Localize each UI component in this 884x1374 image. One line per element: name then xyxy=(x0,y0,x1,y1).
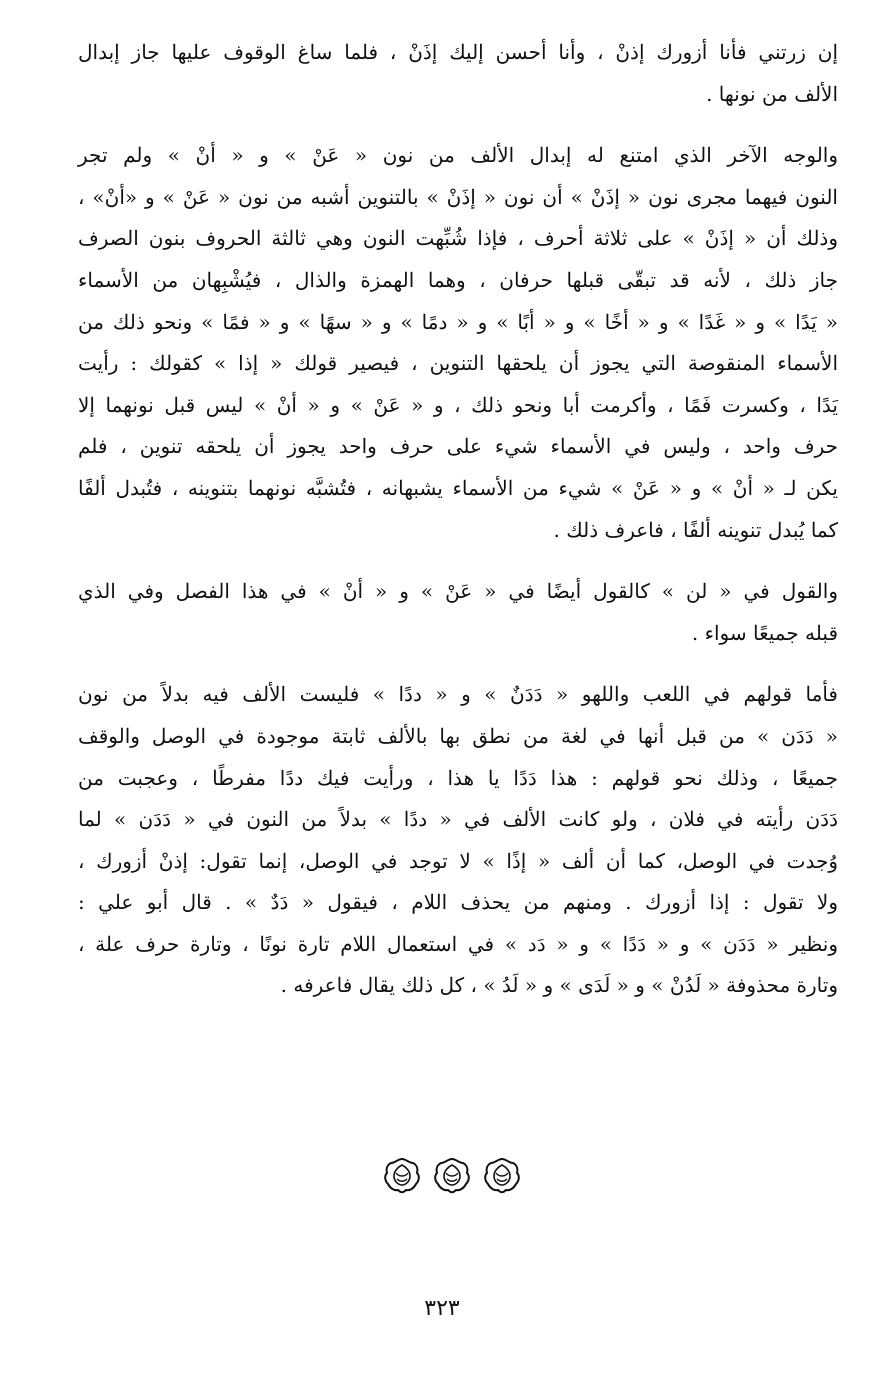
text-line: جميعًا ، وذلك نحو قولهم : هذا دَدًا يا هذا ، ورأيت فيك ددًا مفرطًا ، وعجبت من xyxy=(78,765,838,790)
page-body xyxy=(78,32,838,1007)
text-line: وُجدت في الوصل، كما أن ألف « إذًا » لا توجد في الوصل، إنما تقول: إذنْ أزورك ، xyxy=(78,848,838,873)
text-line: النون فيهما مجرى نون « إذَنْ » أن نون « إذَنْ » بالتنوين أشبه من نون « عَنْ » و «أنْ» ، xyxy=(78,184,838,209)
text-line: وذلك أن « إذَنْ » على ثلاثة أحرف ، فإذا شُبِّهت النون وهي ثالثة الحروف بنون الصرف xyxy=(78,226,838,251)
paragraph-1 xyxy=(78,32,838,115)
text-line: فأما قولهم في اللعب واللهو « دَدَنٌ » و « ددًا » فليست الألف فيه بدلاً من نون xyxy=(78,682,838,707)
text-line: الألف من نونها . xyxy=(706,81,838,106)
text-line: قبله جميعًا سواء . xyxy=(691,620,838,645)
text-line: وتارة محذوفة « لَدُنْ » و « لَدَى » و « لَدُ » ، كل ذلك يقال فاعرفه . xyxy=(280,973,838,998)
text-line: كما يُبدل تنوينه ألفًا ، فاعرف ذلك . xyxy=(553,517,838,542)
paragraph-2 xyxy=(78,135,838,551)
paragraph-4 xyxy=(78,674,838,1007)
text-line: دَدَن رأيته في فلان ، ولو كانت الألف في « ددًا » بدلاً من النون في « دَدَن » لما xyxy=(78,807,838,832)
text-line: ولا تقول : إذا أزورك . ومنهم من يحذف اللام ، فيقول « دَدٌ » . قال أبو علي : xyxy=(78,890,838,915)
text-line: « يَدًا » و « غَدًا » و « أخًا » و « أبًا » و « دمًا » و « سهًا » و « فمًا » ونحو ذلك من xyxy=(78,309,838,334)
text-line: يَدًا ، وكسرت فَمًا ، وأكرمت أبا ونحو ذلك ، و « عَنْ » و « أنْ » ليس قبل نونهما إلا xyxy=(78,392,838,417)
text-line: حرف واحد ، وليس في الأسماء شيء على حرف واحد يجوز أن يلحقه تنوين ، فلم xyxy=(78,434,838,459)
text-line: والوجه الآخر الذي امتنع له إبدال الألف من نون « عَنْ » و « أنْ » ولم تجر xyxy=(78,143,838,168)
page-number: ٣٢٣ xyxy=(424,1296,460,1321)
text-line: يكن لـ « أنْ » و « عَنْ » شيء من الأسماء يشبهانه ، فتُشبَّه نونهما بتنوينه ، فتُبدل ألفًا xyxy=(78,475,838,500)
floral-ornament-icon xyxy=(382,1155,422,1195)
text-line: جاز ذلك ، لأنه قد تبقّى قبلها حرفان ، وهما الهمزة والذال ، فيُشْبِهان من الأسماء xyxy=(78,267,838,292)
floral-ornament-icon xyxy=(432,1155,472,1195)
section-end-ornament xyxy=(382,1155,522,1195)
text-line: والقول في « لن » كالقول أيضًا في « عَنْ » و « أنْ » في هذا الفصل وفي الذي xyxy=(78,579,838,604)
paragraph-3 xyxy=(78,571,838,654)
text-line: ونظير « دَدَن » و « دَدًا » و « دَد » في استعمال اللام تارة نونًا ، وتارة حرف علة ، xyxy=(78,931,838,956)
text-line: إن زرتني فأنا أزورك إذنْ ، وأنا أحسن إليك إذَنْ ، فلما ساغ الوقوف عليها جاز إبدال xyxy=(78,40,838,64)
text-line: الأسماء المنقوصة التي يجوز أن يلحقها التنوين ، فيصير قولك « إذا » كقولك : رأيت xyxy=(78,351,838,376)
floral-ornament-icon xyxy=(482,1155,522,1195)
text-line: « دَدَن » من قبل أنها في لغة من نطق بها بالألف ثابتة موجودة في الوصل والوقف xyxy=(78,723,838,748)
